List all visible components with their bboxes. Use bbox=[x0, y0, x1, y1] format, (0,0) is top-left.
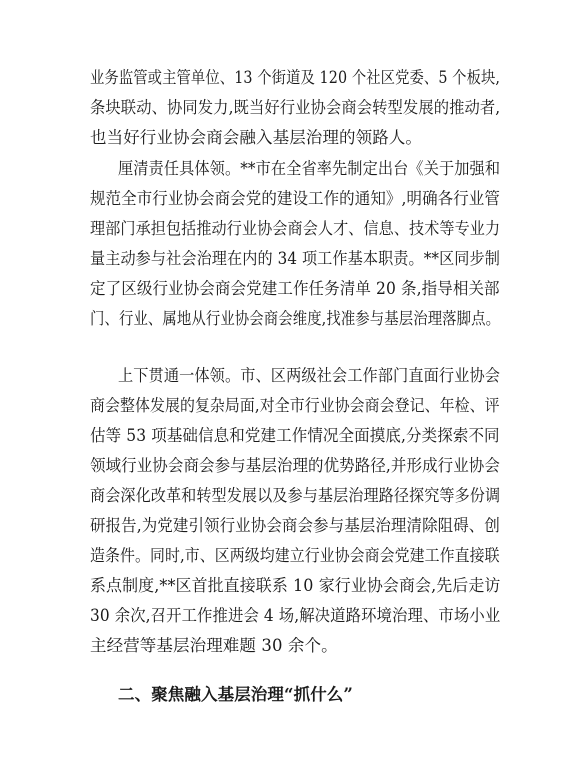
text-line: 厘清责任具体领。**市在全省率先制定出台《关于加强和 bbox=[118, 159, 501, 178]
text-line: 主经营等基层治理难题 30 余个。 bbox=[90, 636, 338, 655]
text-line: 理部门承担包括推动行业协会商会人才、信息、技术等专业力 bbox=[90, 219, 501, 238]
text-line: 研报告,为党建引领行业协会商会参与基层治理清除阻碍、创 bbox=[90, 516, 500, 535]
text-line: 领域行业协会商会参与基层治理的优势路径,并形成行业协会 bbox=[90, 456, 500, 475]
text-line: 造条件。同时,市、区两级均建立行业协会商会党建工作直接联 bbox=[90, 546, 500, 565]
section-heading: 二、聚焦融入基层治理“抓什么” bbox=[118, 685, 353, 704]
text-line: 估等 53 项基础信息和党建工作情况全面摸底,分类探索不同 bbox=[90, 426, 500, 445]
text-line: 定了区级行业协会商会党建工作任务清单 20 条,指导相关部 bbox=[90, 279, 500, 298]
text-line: 30 余次,召开工作推进会 4 场,解决道路环境治理、市场小业 bbox=[90, 606, 501, 625]
text-line: 商会深化改革和转型发展以及参与基层治理路径探究等多份调 bbox=[90, 486, 501, 505]
text-line: 量主动参与社会治理在内的 34 项工作基本职责。**区同步制 bbox=[90, 249, 500, 268]
text-line: 门、行业、属地从行业协会商会维度,找准参与基层治理落脚点。 bbox=[90, 309, 501, 328]
text-line: 系点制度,**区首批直接联系 10 家行业协会商会,先后走访 bbox=[90, 576, 501, 595]
text-line: 业务监管或主管单位、13 个街道及 120 个社区党委、5 个板块, bbox=[90, 68, 501, 87]
text-line: 商会整体发展的复杂局面,对全市行业协会商会登记、年检、评 bbox=[90, 396, 500, 415]
text-line: 上下贯通一体领。市、区两级社会工作部门直面行业协会 bbox=[118, 366, 501, 385]
text-line: 条块联动、协同发力,既当好行业协会商会转型发展的推动者, bbox=[90, 98, 501, 117]
text-line: 规范全市行业协会商会党的建设工作的通知》,明确各行业管 bbox=[90, 189, 500, 208]
text-line: 也当好行业协会商会融入基层治理的领路人。 bbox=[90, 128, 422, 147]
